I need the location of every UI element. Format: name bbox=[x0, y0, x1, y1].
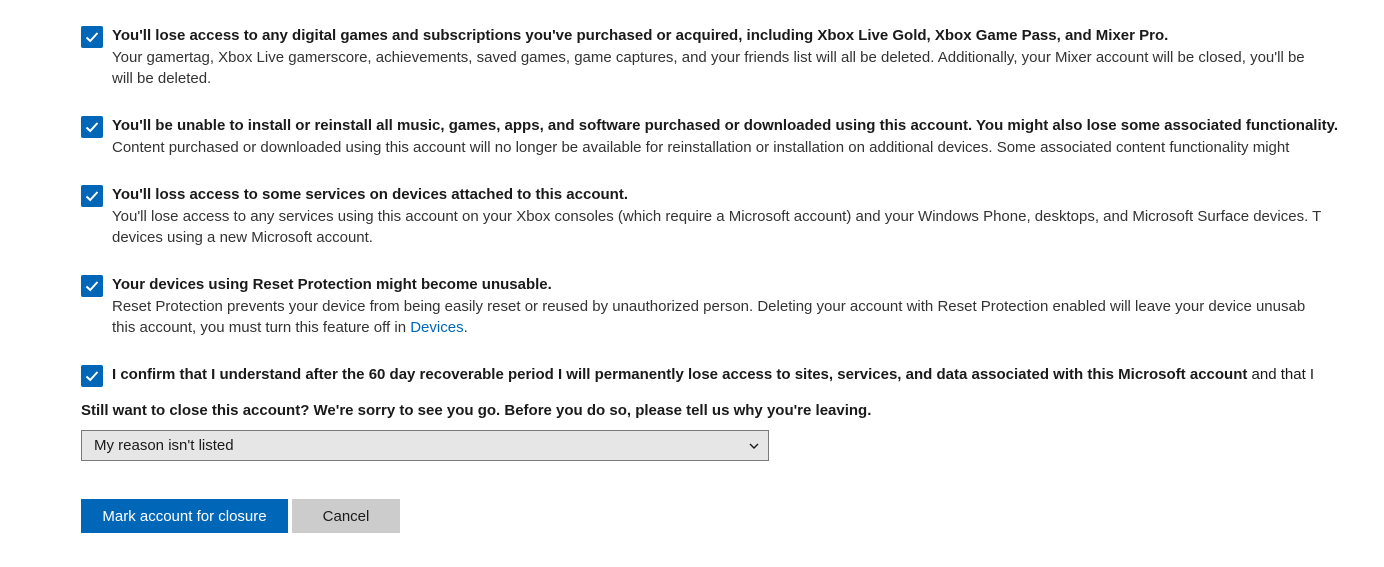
confirm-bold-text: I confirm that I understand after the 60 day recoverable period I will permanently lose access to sites, services, and data associated with this Microsoft account bbox=[112, 366, 1248, 383]
acknowledge-description: Content purchased or downloaded using this account will no longer be available for reinstallation or installation on additional devices. Some associated content functionality might bbox=[112, 139, 1290, 156]
confirm-text bbox=[112, 364, 1384, 386]
acknowledge-description: will be deleted. bbox=[112, 70, 212, 87]
confirm-checkbox[interactable] bbox=[81, 365, 103, 387]
checkmark-icon bbox=[84, 29, 100, 45]
acknowledge-checkbox-reset-protection[interactable] bbox=[81, 275, 103, 297]
confirm-statement bbox=[112, 364, 1384, 386]
acknowledge-text bbox=[112, 184, 1384, 248]
confirm-item bbox=[81, 364, 1384, 390]
acknowledge-text bbox=[112, 25, 1384, 89]
description-text: . bbox=[463, 319, 468, 336]
acknowledge-checkbox-games[interactable] bbox=[81, 26, 103, 48]
acknowledge-item-content bbox=[81, 115, 1384, 161]
acknowledge-title: Your devices using Reset Protection might become unusable. bbox=[112, 276, 552, 293]
mark-account-for-closure-button[interactable]: Mark account for closure bbox=[81, 499, 288, 533]
cancel-button[interactable]: Cancel bbox=[292, 499, 400, 533]
devices-link[interactable]: Devices bbox=[410, 319, 464, 336]
acknowledge-title: You'll be unable to install or reinstall all music, games, apps, and software purchased or downloaded using this account. You might also lose some associated functionality. bbox=[112, 117, 1339, 134]
reason-select-value: My reason isn't listed bbox=[94, 437, 234, 454]
acknowledge-text bbox=[112, 274, 1384, 338]
acknowledge-description: Your gamertag, Xbox Live gamerscore, achievements, saved games, game captures, and your friends list will all be deleted. Additionally, your Mixer account will be closed, you'll be bbox=[112, 49, 1305, 66]
confirm-rest-text: and that I bbox=[1247, 366, 1315, 383]
reason-select[interactable] bbox=[81, 430, 769, 461]
acknowledge-item-games bbox=[81, 25, 1384, 91]
acknowledge-item-services bbox=[81, 184, 1384, 250]
acknowledge-title: You'll loss access to some services on devices attached to this account. bbox=[112, 186, 628, 203]
acknowledge-description-with-link bbox=[112, 317, 1384, 338]
checkmark-icon bbox=[84, 368, 100, 384]
chevron-down-icon bbox=[748, 440, 760, 452]
acknowledge-checkbox-services[interactable] bbox=[81, 185, 103, 207]
acknowledge-description: devices using a new Microsoft account. bbox=[112, 229, 373, 246]
acknowledge-text bbox=[112, 115, 1384, 158]
checkmark-icon bbox=[84, 119, 100, 135]
acknowledge-description: Reset Protection prevents your device from being easily reset or reused by unauthorized person. Deleting your account with Reset Protection enabled will leave your device unusab bbox=[112, 298, 1306, 315]
description-text: this account, you must turn this feature off in bbox=[112, 319, 411, 336]
checkmark-icon bbox=[84, 278, 100, 294]
acknowledge-description: You'll lose access to any services using this account on your Xbox consoles (which require a Microsoft account) and your Windows Phone, desktops, and Microsoft Surface devices. T bbox=[112, 208, 1322, 225]
acknowledge-checkbox-content[interactable] bbox=[81, 116, 103, 138]
acknowledge-title: You'll lose access to any digital games and subscriptions you've purchased or acquired, including Xbox Live Gold, Xbox Game Pass, and Mixer Pro. bbox=[112, 27, 1169, 44]
leaving-reason-prompt: Still want to close this account? We're sorry to see you go. Before you do so, please tell us why you're leaving. bbox=[81, 402, 872, 419]
checkmark-icon bbox=[84, 188, 100, 204]
acknowledge-item-reset-protection bbox=[81, 274, 1384, 340]
